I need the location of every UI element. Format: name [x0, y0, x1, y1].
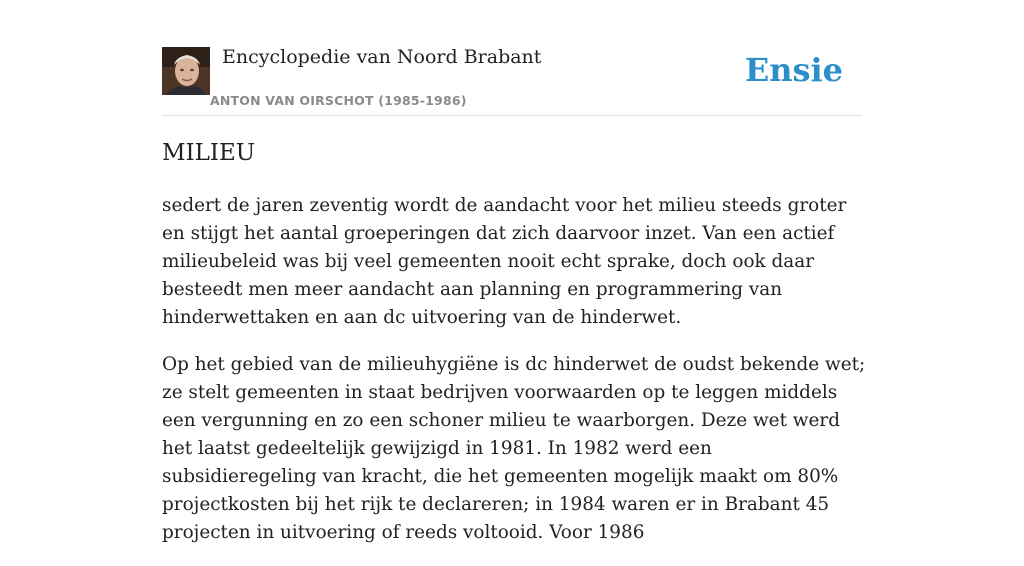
- encyclopedia-title[interactable]: Encyclopedie van Noord Brabant: [222, 46, 542, 68]
- article-paragraph: sedert de jaren zeventig wordt de aandacht voor het milieu steeds groter en stijgt het aantal groeperingen dat zich daarvoor inzet. Van een actief milieubeleid was bij veel gemeenten nooit echt sprake, doch ook daar besteedt men meer aandacht aan planning en programmering van hinderwettaken en aan dc uitvoering van de hinderwet.: [162, 195, 847, 328]
- article-title: MILIEU: [162, 140, 256, 166]
- author-avatar[interactable]: [162, 47, 210, 95]
- brand-logo[interactable]: Ensie: [744, 51, 843, 89]
- author-name[interactable]: ANTON VAN OIRSCHOT (1985-1986): [210, 93, 467, 108]
- article-body: [162, 192, 867, 566]
- author-portrait-icon: [162, 47, 210, 95]
- header: [162, 0, 862, 116]
- article-paragraph: Op het gebied van de milieuhygiëne is dc hinderwet de oudst bekende wet; ze stelt gemeenten in staat bedrijven voorwaarden op te leggen middels een vergunning en zo een schoner milieu te waarborgen. Deze wet werd het laatst gedeeltelijk gewijzigd in 1981. In 1982 werd een subsidieregeling van kracht, die het gemeenten mogelijk maakt om 80% projectkosten bij het rijk te declareren; in 1984 waren er in Brabant 45 projecten in uitvoering of reeds voltooid. Voor 1986: [162, 354, 866, 543]
- article-page: [162, 0, 866, 543]
